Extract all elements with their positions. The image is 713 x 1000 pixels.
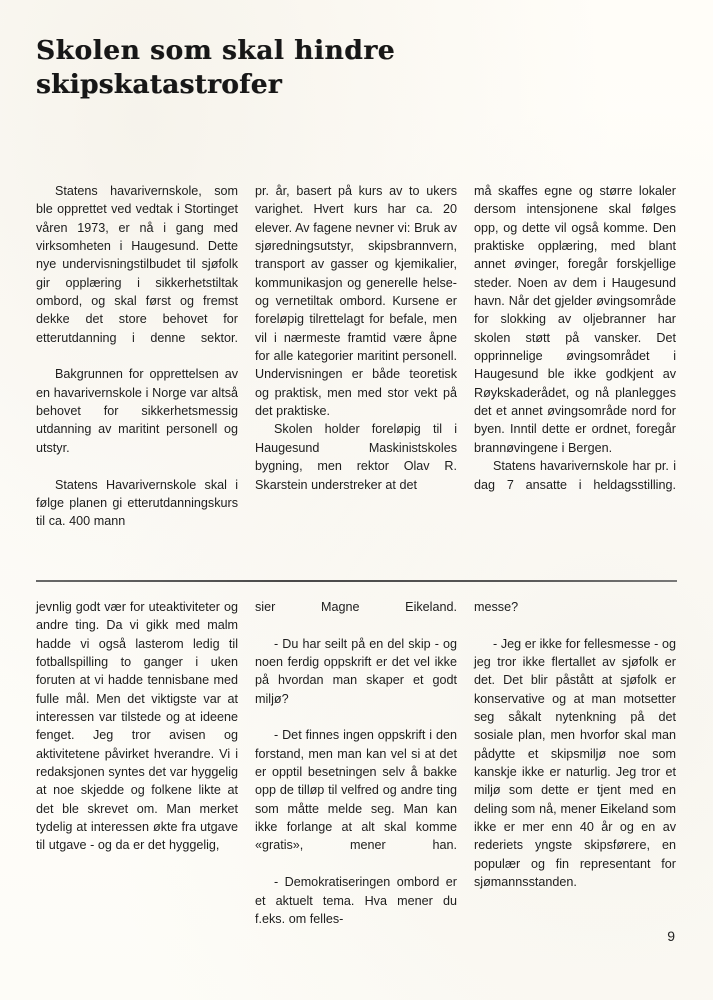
paragraph: Statens havarivernskole har pr. i dag 7 ansatte i heldagsstilling. (474, 459, 676, 492)
article-bottom-column-1 (36, 598, 238, 928)
paragraph: sier Magne Eikeland. (255, 600, 457, 614)
page-title (36, 34, 596, 102)
paragraph: Bakgrunnen for opprettelsen av en havarivernskole i Norge var altså behovet for sikkerhetsmessig utdanning av maritint personell og utstyr. (36, 367, 238, 455)
article-top-column-1 (36, 182, 238, 531)
article-top-section (36, 182, 677, 531)
article-top-column-3 (474, 182, 676, 531)
paragraph: jevnlig godt vær for uteaktiviteter og andre ting. Da vi gikk med malm hadde vi også lasterom ledig til fotballspilling to ganger i uken foruten at vi hadde tennisbane med fulle mål. Men det viktigste var at interessen var tilstede og at ideene fenget. Jeg tror avisen og aktivitetene påvirket hverandre. Vi i redaksjonen syntes det var hyggelig at noe skjedde og folkene likte at det ble skrevet om. Man merket tydelig at interessen økte fra utgave til utgave - og da er det hyggelig, (36, 600, 238, 853)
paragraph: - Du har seilt på en del skip - og noen ferdig oppskrift er det vel ikke på hvordan man skaper et godt miljø? (255, 636, 457, 706)
paragraph: må skaffes egne og større lokaler dersom intensjonene skal følges opp, og dette vil også komme. Den praktiske opplæring, med blant annet øvinger, foregår forskjellige steder. Noen av dem i Haugesund havn. Når det gjelder øvingsområde for slokking av oljebranner har skolen støtt på vansker. Det opprinnelige øvingsområdet i Haugesund ble ikke godkjent av Røykskaderådet, og nå planlegges det et annet øvingsområde nord for byen. Inntil dette er ordnet, foregår brannøvingene i Bergen. (474, 184, 676, 455)
article-bottom-section (36, 598, 677, 928)
article-bottom-column-3 (474, 598, 676, 928)
headline-line-2: skipskatastrofer (36, 68, 282, 100)
paragraph: messe? (474, 600, 519, 614)
paragraph: - Demokratiseringen ombord er et aktuelt tema. Hva mener du f.eks. om felles- (255, 875, 457, 926)
headline-line-1: Skolen som skal hindre (36, 34, 396, 66)
paragraph: Statens Havarivernskole skal i følge planen gi etterutdanningskurs til ca. 400 mann (36, 477, 238, 529)
section-divider-rule (36, 580, 677, 582)
paragraph: pr. år, basert på kurs av to ukers varighet. Hvert kurs har ca. 20 elever. Av fagene nevner vi: Bruk av sjøredningsutstyr, skipsbrannvern, transport av gasser og kjemikalier, kommunikasjon og generelle helse- og vernetiltak ombord. Kursene er foreløpig tilrettelagt for befale, men vil i nærmeste framtid være åpne for alle kategorier maritint personell. Undervisningen er både teoretisk og praktisk, men med stor vekt på det praktiske. (255, 184, 457, 419)
article-top-column-2 (255, 182, 457, 531)
paragraph: - Det finnes ingen oppskrift i den forstand, men man kan vel si at det er opptil besetningen selv å bakke opp de tilløp til velfred og andre ting som måtte melde seg. Man kan ikke forlange at alt skal komme «gratis», mener han. (255, 728, 457, 853)
paragraph: Skolen holder foreløpig til i Haugesund Maskinistskoles bygning, men rektor Olav R. Skarstein understreker at det (255, 422, 457, 492)
page-number: 9 (667, 928, 675, 944)
paragraph: - Jeg er ikke for fellesmesse - og jeg tror ikke flertallet av sjøfolk er det. Det blir påstått at sjøfolk er konservative og at man motsetter seg såkalt nytenkning på det sosiale plan, men hvorfor skal man pådytte et skipsmiljø noe som kanskje ikke er naturlig. Jeg tror et miljø som dette er tjent med en deling som nå, mener Eikeland som ikke er mer enn 40 år og en av rederiets yngste skipsførere, en populær og fin representant for sjømannsstanden. (474, 636, 676, 890)
paragraph: Statens havarivernskole, som ble opprettet ved vedtak i Stortinget våren 1973, er nå i gang med virksomheten i Haugesund. Dette nye undervisningstilbudet til sjøfolk gir opplæring i sikkerhetstiltak ombord, og skal først og fremst dekke det store behovet for etterutdanning i denne sektor. (36, 184, 238, 345)
article-bottom-column-2 (255, 598, 457, 928)
